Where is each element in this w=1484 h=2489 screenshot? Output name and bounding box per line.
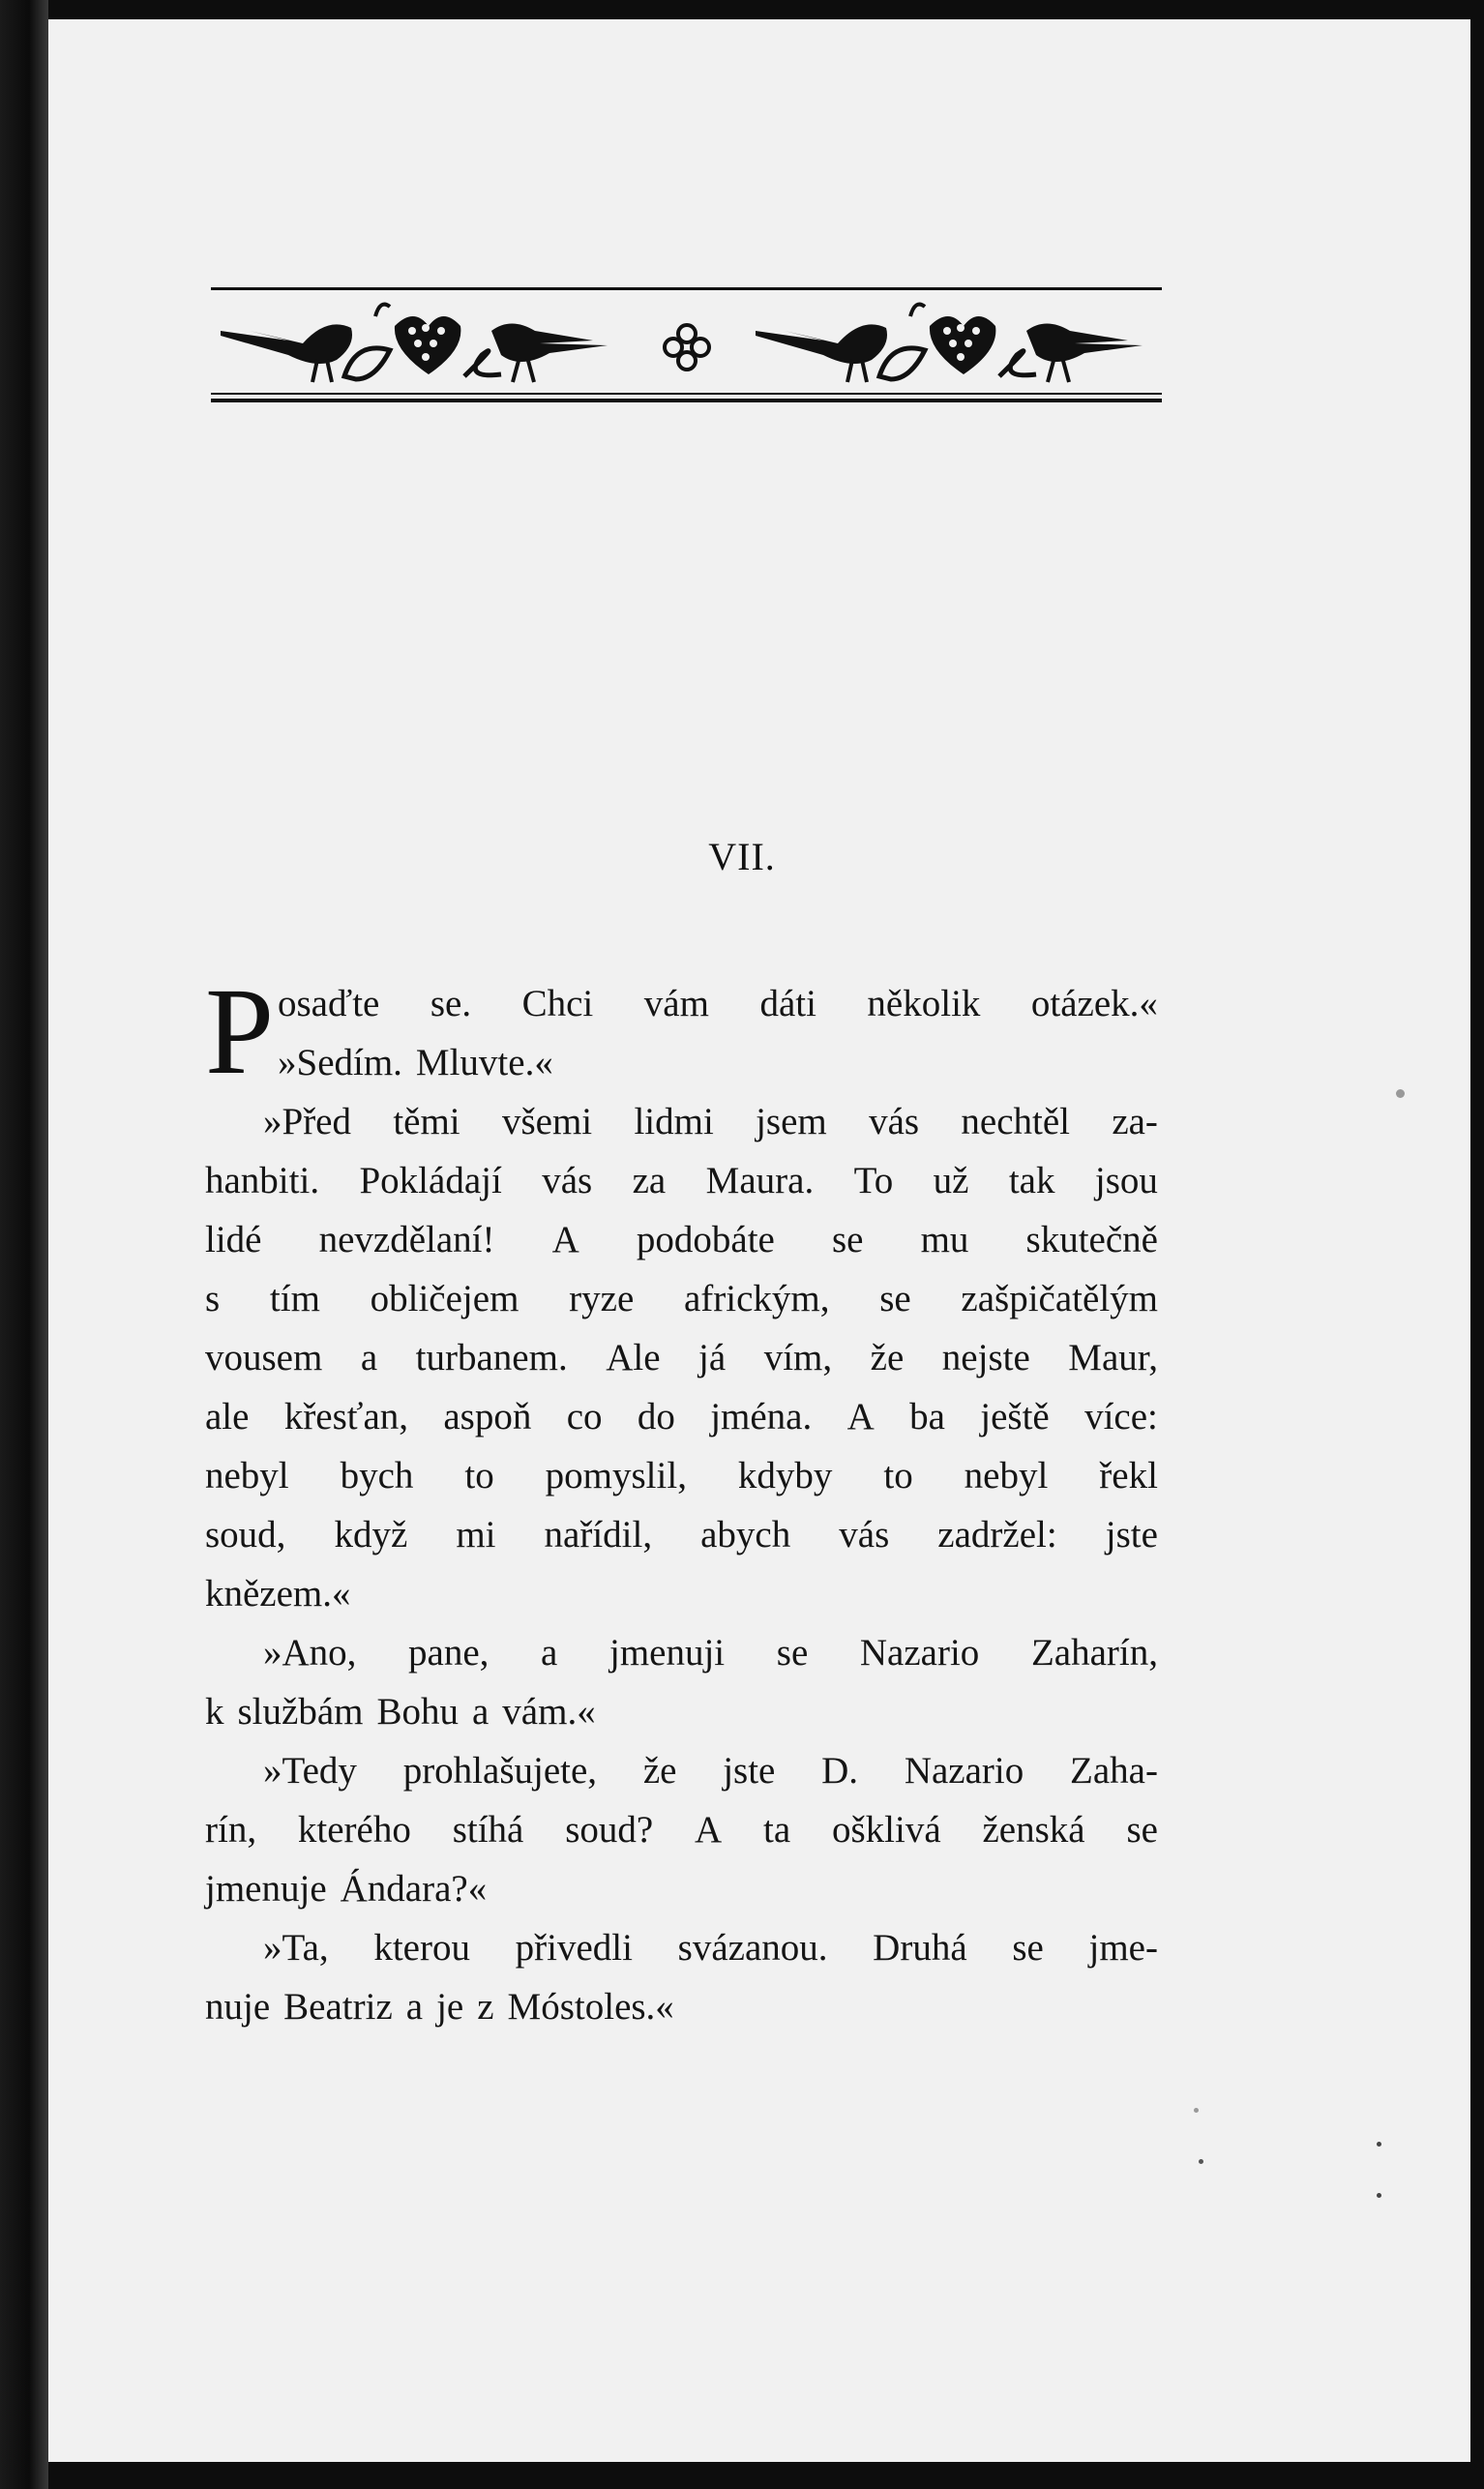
word: bych bbox=[340, 1455, 414, 1496]
word: službám bbox=[237, 1691, 364, 1733]
word: otázek.« bbox=[1030, 983, 1158, 1024]
text-line bbox=[205, 1269, 1158, 1328]
word: Maura. bbox=[705, 1160, 815, 1201]
word: Druhá bbox=[873, 1927, 967, 1969]
word: k bbox=[205, 1691, 224, 1733]
text-line bbox=[205, 1210, 1158, 1269]
text-line bbox=[205, 1977, 1158, 2036]
word: turbanem. bbox=[415, 1337, 568, 1378]
word: vás bbox=[839, 1514, 890, 1556]
word: rín, bbox=[205, 1809, 257, 1851]
word: a bbox=[360, 1337, 378, 1378]
word: že bbox=[642, 1750, 677, 1792]
word: svázanou. bbox=[677, 1927, 828, 1969]
speck bbox=[1199, 2159, 1203, 2164]
word: co bbox=[566, 1396, 603, 1437]
word: lidmi bbox=[634, 1101, 714, 1142]
word: pane, bbox=[408, 1632, 490, 1674]
word: stíhá bbox=[452, 1809, 524, 1851]
word: ošklivá bbox=[832, 1809, 941, 1851]
word: ještě bbox=[980, 1396, 1050, 1437]
word: vás bbox=[542, 1160, 593, 1201]
word: zašpičatělým bbox=[961, 1278, 1158, 1319]
word: jste bbox=[723, 1750, 776, 1792]
word: »Sedím. bbox=[278, 1042, 402, 1083]
word: osaďte bbox=[278, 983, 380, 1024]
word: D. bbox=[821, 1750, 859, 1792]
word: kterého bbox=[297, 1809, 411, 1851]
word: »Ta, bbox=[263, 1927, 329, 1969]
word: ženská bbox=[982, 1809, 1085, 1851]
word: s bbox=[205, 1278, 221, 1319]
word: jme- bbox=[1088, 1927, 1158, 1969]
word: řekl bbox=[1099, 1455, 1158, 1496]
word: jmenuje bbox=[205, 1868, 327, 1910]
word: nechtěl bbox=[961, 1101, 1070, 1142]
text-line bbox=[205, 974, 1158, 1033]
word: Nazario bbox=[859, 1632, 980, 1674]
text-line bbox=[205, 1564, 1158, 1623]
word: se bbox=[831, 1219, 864, 1260]
word: Ale bbox=[606, 1337, 661, 1378]
word: zadržel: bbox=[937, 1514, 1057, 1556]
word: se bbox=[879, 1278, 911, 1319]
word: více: bbox=[1084, 1396, 1158, 1437]
text-line bbox=[205, 1859, 1158, 1918]
word: nuje bbox=[205, 1986, 271, 2028]
word: ale bbox=[205, 1396, 250, 1437]
word: lidé bbox=[205, 1219, 262, 1260]
word: Zaharín, bbox=[1030, 1632, 1158, 1674]
word: nebyl bbox=[205, 1455, 289, 1496]
word: hanbiti. bbox=[205, 1160, 320, 1201]
word: a bbox=[405, 1986, 424, 2028]
drop-cap-letter: P bbox=[205, 963, 275, 1100]
word: nejste bbox=[941, 1337, 1030, 1378]
text-line bbox=[205, 1623, 1158, 1682]
word: dáti bbox=[759, 983, 816, 1024]
word: jsou bbox=[1094, 1160, 1158, 1201]
speck bbox=[1194, 2108, 1199, 2113]
word: nebyl bbox=[964, 1455, 1049, 1496]
word: obličejem bbox=[370, 1278, 519, 1319]
word: Móstoles.« bbox=[507, 1986, 674, 2028]
text-line bbox=[205, 1387, 1158, 1446]
word: soud? bbox=[565, 1809, 654, 1851]
word: A bbox=[551, 1219, 579, 1260]
speck bbox=[1377, 2142, 1381, 2147]
word: mu bbox=[920, 1219, 969, 1260]
word: To bbox=[853, 1160, 894, 1201]
word: těmi bbox=[393, 1101, 460, 1142]
word: Mluvte.« bbox=[415, 1042, 553, 1083]
word: »Před bbox=[263, 1101, 351, 1142]
word: a bbox=[541, 1632, 558, 1674]
speck bbox=[1396, 1089, 1405, 1098]
word: prohlašujete, bbox=[402, 1750, 598, 1792]
word: že bbox=[870, 1337, 905, 1378]
word: nevzdělaní! bbox=[318, 1219, 495, 1260]
word: pomyslil, bbox=[545, 1455, 687, 1496]
word: Zaha- bbox=[1070, 1750, 1158, 1792]
word: ba bbox=[909, 1396, 945, 1437]
word: knězem.« bbox=[205, 1573, 351, 1615]
word: jste bbox=[1105, 1514, 1158, 1556]
word: za- bbox=[1112, 1101, 1158, 1142]
word: už bbox=[933, 1160, 969, 1201]
word: vousem bbox=[205, 1337, 323, 1378]
text-line bbox=[205, 1682, 1158, 1741]
word: kdyby bbox=[737, 1455, 833, 1496]
word: Bohu bbox=[376, 1691, 459, 1733]
word: to bbox=[883, 1455, 913, 1496]
word: abych bbox=[700, 1514, 791, 1556]
word: Maur, bbox=[1068, 1337, 1158, 1378]
word: tím bbox=[269, 1278, 320, 1319]
word: aspoň bbox=[443, 1396, 532, 1437]
word: všemi bbox=[501, 1101, 593, 1142]
word: několik bbox=[867, 983, 981, 1024]
word: ryze bbox=[569, 1278, 635, 1319]
word: se bbox=[1012, 1927, 1044, 1969]
text-line bbox=[205, 1800, 1158, 1859]
word: vám bbox=[643, 983, 709, 1024]
word: vás bbox=[869, 1101, 920, 1142]
word: tak bbox=[1008, 1160, 1055, 1201]
word: se bbox=[776, 1632, 809, 1674]
word: Ándara?« bbox=[340, 1868, 488, 1910]
word: z bbox=[477, 1986, 494, 2028]
word: a bbox=[471, 1691, 490, 1733]
word: Beatriz bbox=[283, 1986, 393, 2028]
word: Nazario bbox=[904, 1750, 1024, 1792]
word: já bbox=[698, 1337, 727, 1378]
text-line bbox=[205, 1092, 1158, 1151]
word: jmenuji bbox=[608, 1632, 726, 1674]
word: kterou bbox=[373, 1927, 470, 1969]
word: mi bbox=[456, 1514, 496, 1556]
text-line bbox=[205, 1151, 1158, 1210]
chapter-heading: VII. bbox=[708, 835, 776, 878]
text-line bbox=[205, 1918, 1158, 1977]
word: »Ano, bbox=[263, 1632, 357, 1674]
text-line bbox=[205, 1328, 1158, 1387]
word: A bbox=[846, 1396, 875, 1437]
word: Pokládají bbox=[359, 1160, 502, 1201]
page-edge-shadow bbox=[0, 0, 48, 2489]
body-text bbox=[205, 963, 1158, 2036]
word: se bbox=[1126, 1809, 1158, 1851]
word: ta bbox=[763, 1809, 791, 1851]
word: »Tedy bbox=[263, 1750, 357, 1792]
text-line bbox=[205, 1033, 1158, 1092]
word: vím, bbox=[763, 1337, 833, 1378]
word: nařídil, bbox=[544, 1514, 653, 1556]
text-line bbox=[205, 1505, 1158, 1564]
speck bbox=[1377, 2193, 1381, 2198]
word: soud, bbox=[205, 1514, 286, 1556]
word: za bbox=[632, 1160, 667, 1201]
word: do bbox=[637, 1396, 675, 1437]
word: africkým, bbox=[683, 1278, 830, 1319]
word: se. bbox=[430, 983, 472, 1024]
word: to bbox=[464, 1455, 494, 1496]
word: jsem bbox=[756, 1101, 827, 1142]
text-line bbox=[205, 1741, 1158, 1800]
decorative-bird-ornament bbox=[211, 287, 1162, 407]
word: přivedli bbox=[515, 1927, 633, 1969]
word: jména. bbox=[710, 1396, 813, 1437]
word: Chci bbox=[521, 983, 594, 1024]
text-line bbox=[205, 1446, 1158, 1505]
word: vám.« bbox=[502, 1691, 596, 1733]
word: křesťan, bbox=[283, 1396, 409, 1437]
word: podobáte bbox=[636, 1219, 775, 1260]
word: A bbox=[695, 1809, 723, 1851]
word: skutečně bbox=[1025, 1219, 1158, 1260]
word: je bbox=[436, 1986, 464, 2028]
word: když bbox=[334, 1514, 408, 1556]
